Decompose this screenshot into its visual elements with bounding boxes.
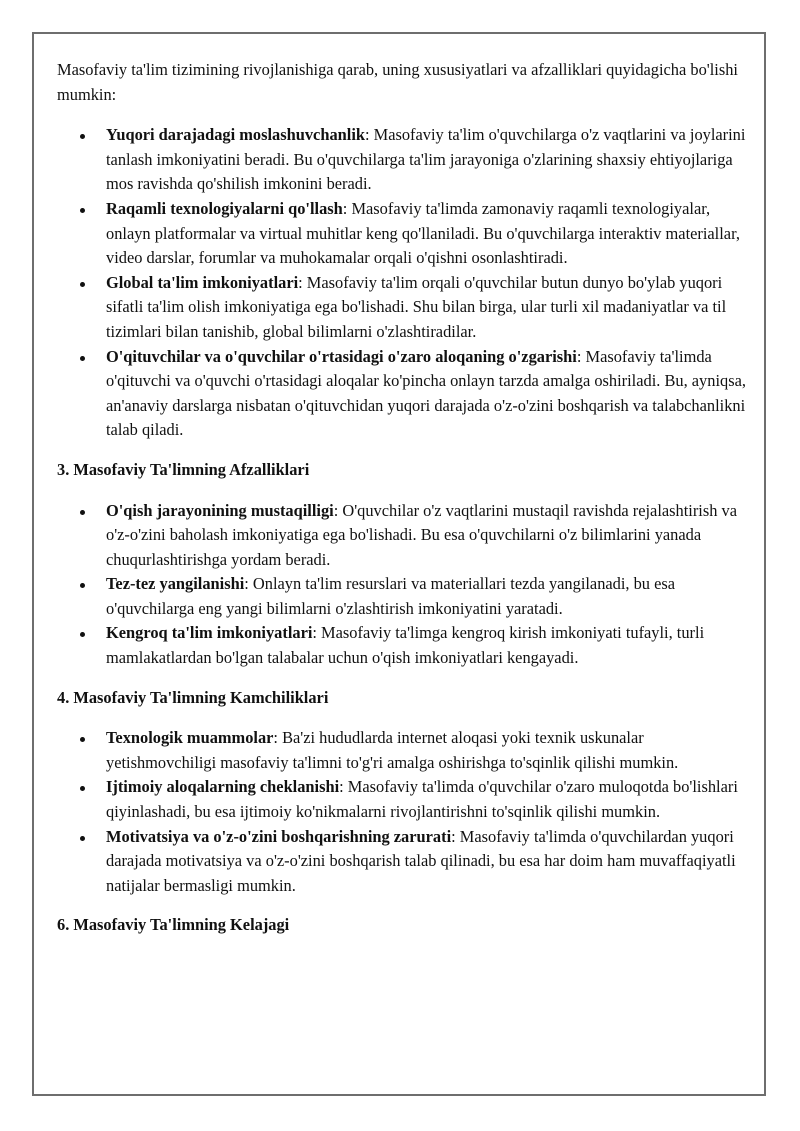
advantages-list — [57, 499, 747, 671]
item-text: : Ba'zi hududlarda internet aloqasi yoki texnik uskunalar yetishmovchiligi masofaviy ta'limni to'g'ri amalga oshirishga to'sqinlik qilishi mumkin. — [106, 728, 679, 772]
item-term: Tez-tez yangilanishi — [106, 574, 245, 594]
list-item — [106, 123, 747, 197]
item-term: O'qituvchilar va o'quvchilar o'rtasidagi o'zaro aloqaning o'zgarishi — [106, 346, 577, 366]
bullet-icon — [80, 786, 85, 791]
intro-paragraph: Masofaviy ta'lim tizimining rivojlanishiga qarab, uning xususiyatlari va afzalliklari quyidagicha bo'lishi mumkin: — [57, 60, 738, 104]
list-item — [106, 271, 747, 345]
bullet-icon — [80, 510, 85, 515]
features-list — [57, 123, 747, 443]
section-heading-future: 6. Masofaviy Ta'limning Kelajagi — [57, 915, 290, 935]
disadvantages-list — [57, 726, 747, 898]
list-item — [106, 775, 747, 824]
section-heading-advantages: 3. Masofaviy Ta'limning Afzalliklari — [57, 459, 310, 479]
item-text: : Onlayn ta'lim resurslari va materiallari tezda yangilanadi, bu esa o'quvchilarga eng yangi bilimlarni o'zlashtirish imkoniyatini yaratadi. — [106, 574, 676, 618]
item-text: : Masofaviy ta'limda o'quvchilardan yuqori darajada motivatsiya va o'z-o'zini boshqarish talab qilinadi, bu esa har doim ham muvaffaqiyatli natijalar bermasligi mumkin. — [106, 826, 736, 895]
item-term: Yuqori darajadagi moslashuvchanlik — [106, 125, 365, 145]
item-term: Raqamli texnologiyalarni qo'llash — [106, 198, 343, 218]
item-text: : Masofaviy ta'limga kengroq kirish imkoniyati tufayli, turli mamlakatlardan bo'lgan talabalar uchun o'qish imkoniyatlari kengayadi. — [106, 623, 705, 668]
bullet-icon — [80, 208, 85, 213]
item-text: : Masofaviy ta'lim orqali o'quvchilar butun dunyo bo'ylab yuqori sifatli ta'lim olish imkoniyatiga ega bo'lishadi. Shu bilan birga, ular turli xil madaniyatlar va til tizimlari bilan tanishib, global bilimlarni o'zlashtiradilar. — [106, 272, 727, 341]
bullet-icon — [80, 632, 85, 637]
item-text: : O'quvchilar o'z vaqtlarini mustaqil ravishda rejalashtirish va o'z-o'zini baholash imkoniyatiga ega bo'lishadi. Bu esa o'quvchilarni o'z bilimlarini yanada chuqurlashtirishga yordam beradi. — [106, 500, 737, 569]
bullet-icon — [80, 356, 85, 361]
item-text: : Masofaviy ta'limda o'quvchilar o'zaro muloqotda bo'lishlari qiyinlashadi, bu esa ijtimoiy ko'nikmalarni rivojlantirishni to'sqinlik qilishi mumkin. — [106, 777, 738, 822]
bullet-icon — [80, 583, 85, 588]
list-item — [106, 197, 747, 271]
section-heading-disadvantages: 4. Masofaviy Ta'limning Kamchiliklari — [57, 687, 329, 707]
bullet-icon — [80, 737, 85, 742]
list-item — [106, 345, 747, 443]
document-body — [57, 58, 747, 954]
item-text: : Masofaviy ta'limda zamonaviy raqamli texnologiyalar, onlayn platformalar va virtual muhitlar keng qo'llaniladi. Bu o'quvchilarga interaktiv materiallar, video darslar, forumlar va muhokamalar orqali o'qishni osonlashtiradi. — [106, 198, 740, 268]
bullet-icon — [80, 134, 85, 139]
list-item — [106, 621, 747, 670]
item-term: O'qish jarayonining mustaqilligi — [106, 500, 334, 520]
item-term: Kengroq ta'lim imkoniyatlari — [106, 623, 313, 643]
list-item — [106, 572, 747, 621]
list-item — [106, 825, 747, 899]
list-item — [106, 499, 747, 573]
item-term: Ijtimoiy aloqalarning cheklanishi — [106, 777, 340, 797]
item-term: Global ta'lim imkoniyatlari — [106, 272, 299, 292]
bullet-icon — [80, 282, 85, 287]
item-term: Texnologik muammolar — [106, 728, 274, 748]
list-item — [106, 726, 747, 775]
item-term: Motivatsiya va o'z-o'zini boshqarishning zarurati — [106, 826, 452, 846]
item-text: : Masofaviy ta'limda o'qituvchi va o'quvchi o'rtasidagi aloqalar ko'pincha onlayn tarzda amalga oshiriladi. Bu, ayniqsa, an'anaviy darslarga nisbatan o'qituvchidan yuqori darajada o'z-o'zini boshqarish va talabchanlikni talab qiladi. — [106, 346, 746, 440]
bullet-icon — [80, 836, 85, 841]
item-text: : Masofaviy ta'lim o'quvchilarga o'z vaqtlarini va joylarini tanlash imkoniyatini beradi. Bu o'quvchilarga ta'lim jarayoniga o'zlarining shaxsiy ehtiyojlariga mos ravishda qo'shilish imkonini beradi. — [106, 125, 746, 194]
